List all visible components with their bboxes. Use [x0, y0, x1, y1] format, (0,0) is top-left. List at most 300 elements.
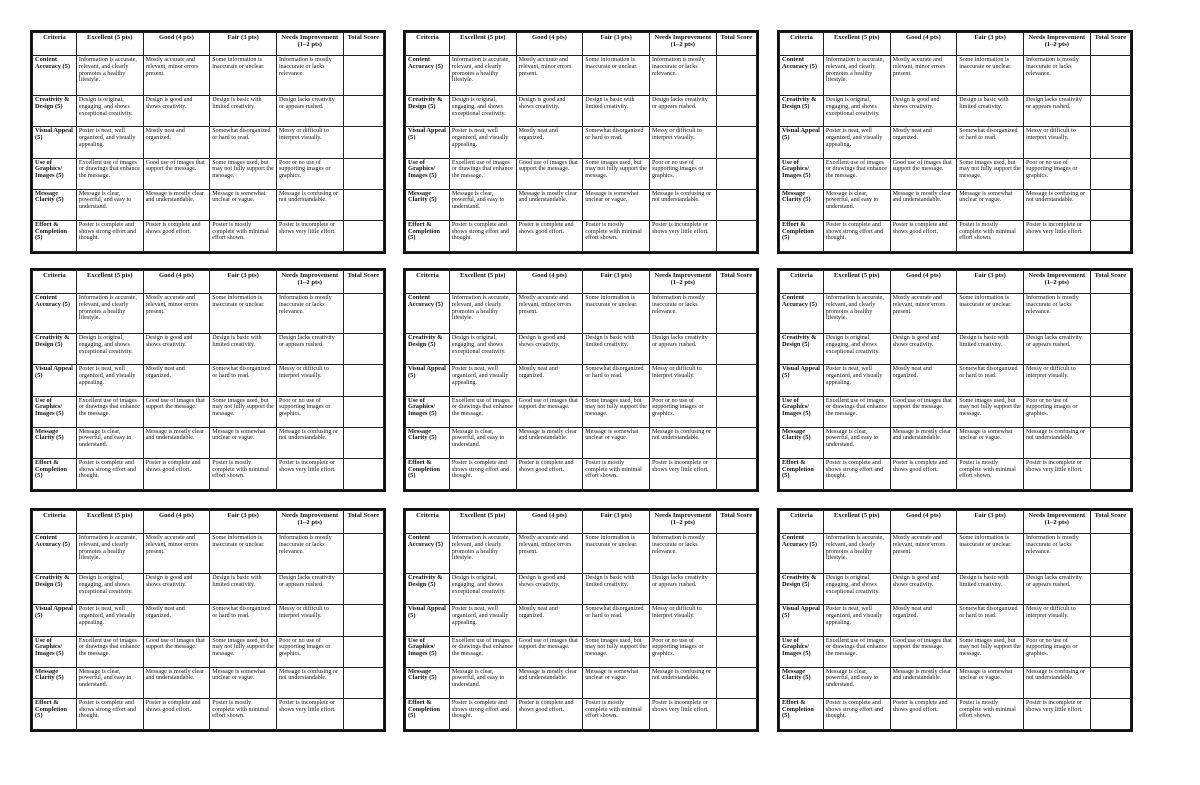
fair-cell: Message is somewhat unclear or vague.	[210, 667, 277, 698]
fair-cell: Some information is inaccurate or unclear.	[583, 294, 650, 334]
good-header: Good (4 pts)	[890, 33, 957, 56]
total-score-cell[interactable]	[1090, 220, 1130, 251]
fair-cell: Message is somewhat unclear or vague.	[583, 667, 650, 698]
excellent-cell: Design is original, engaging, and shows exceptional creativity.	[823, 96, 890, 127]
criteria-cell: Creativity & Design (5)	[780, 574, 824, 605]
table-row	[33, 667, 384, 698]
total-score-cell[interactable]	[1090, 96, 1130, 127]
good-cell: Design is good and shows creativity.	[890, 96, 957, 127]
table-row	[33, 158, 384, 189]
total-score-cell[interactable]	[1090, 334, 1130, 365]
excellent-cell: Excellent use of images or drawings that enhance the message.	[449, 158, 516, 189]
needs-improvement-cell: Poor or no use of supporting images or graphics.	[1023, 636, 1090, 667]
total-score-cell[interactable]	[1090, 189, 1130, 220]
fair-cell: Some images used, but may not fully support the message.	[957, 396, 1024, 427]
needs-improvement-cell: Poster is incomplete or shows very little effort.	[649, 458, 716, 489]
excellent-cell: Excellent use of images or drawings that enhance the message.	[823, 636, 890, 667]
table-row	[33, 698, 384, 729]
total-score-cell[interactable]	[716, 334, 756, 365]
good-cell: Poster is complete and shows good effort.	[143, 220, 210, 251]
excellent-cell: Poster is complete and shows strong effort and thought.	[449, 220, 516, 251]
needs-improvement-header: Needs Improvement (1–2 pts)	[276, 33, 343, 56]
fair-header: Fair (3 pts)	[957, 33, 1024, 56]
header-row	[406, 271, 757, 294]
total-score-header: Total Score	[1090, 511, 1130, 534]
total-score-cell[interactable]	[1090, 534, 1130, 574]
needs-improvement-cell: Design lacks creativity or appears rushed.	[649, 574, 716, 605]
total-score-cell[interactable]	[716, 189, 756, 220]
fair-cell: Message is somewhat unclear or vague.	[957, 189, 1024, 220]
table-row	[406, 605, 757, 636]
fair-cell: Poster is mostly complete with minimal effort shown.	[957, 698, 1024, 729]
good-cell: Poster is complete and shows good effort.	[516, 220, 583, 251]
good-header: Good (4 pts)	[890, 511, 957, 534]
total-score-cell[interactable]	[343, 127, 383, 158]
total-score-header: Total Score	[343, 33, 383, 56]
table-row	[780, 158, 1131, 189]
fair-cell: Somewhat disorganized or hard to read.	[957, 127, 1024, 158]
good-cell: Design is good and shows creativity.	[516, 334, 583, 365]
criteria-cell: Message Clarity (5)	[780, 667, 824, 698]
table-row	[406, 127, 757, 158]
needs-improvement-cell: Poster is incomplete or shows very little effort.	[276, 458, 343, 489]
excellent-cell: Excellent use of images or drawings that enhance the message.	[76, 158, 143, 189]
good-cell: Good use of images that support the message.	[516, 636, 583, 667]
table-row	[33, 605, 384, 636]
total-score-cell[interactable]	[716, 96, 756, 127]
total-score-cell[interactable]	[343, 396, 383, 427]
table-row	[406, 667, 757, 698]
criteria-cell: Creativity & Design (5)	[406, 574, 450, 605]
total-score-cell[interactable]	[716, 365, 756, 396]
needs-improvement-cell: Message is confusing or not understandable.	[649, 667, 716, 698]
header-row	[780, 271, 1131, 294]
fair-cell: Some information is inaccurate or unclear.	[210, 534, 277, 574]
fair-cell: Somewhat disorganized or hard to read.	[583, 605, 650, 636]
fair-cell: Some information is inaccurate or unclear.	[583, 534, 650, 574]
fair-cell: Some images used, but may not fully support the message.	[210, 636, 277, 667]
needs-improvement-cell: Design lacks creativity or appears rushed.	[1023, 574, 1090, 605]
total-score-cell[interactable]	[1090, 396, 1130, 427]
needs-improvement-cell: Design lacks creativity or appears rushed.	[649, 96, 716, 127]
total-score-cell[interactable]	[343, 96, 383, 127]
criteria-cell: Creativity & Design (5)	[406, 334, 450, 365]
needs-improvement-cell: Poor or no use of supporting images or graphics.	[1023, 396, 1090, 427]
total-score-cell[interactable]	[716, 127, 756, 158]
criteria-cell: Use of Graphics/ Images (5)	[406, 158, 450, 189]
criteria-cell: Visual Appeal (5)	[406, 127, 450, 158]
total-score-cell[interactable]	[1090, 458, 1130, 489]
good-cell: Message is mostly clear and understandable.	[890, 427, 957, 458]
good-cell: Good use of images that support the message.	[143, 636, 210, 667]
header-row	[780, 511, 1131, 534]
fair-cell: Some information is inaccurate or unclear.	[957, 294, 1024, 334]
table-row	[780, 427, 1131, 458]
table-row	[33, 56, 384, 96]
criteria-cell: Content Accuracy (5)	[406, 534, 450, 574]
total-score-cell[interactable]	[343, 427, 383, 458]
criteria-cell: Creativity & Design (5)	[406, 96, 450, 127]
fair-cell: Poster is mostly complete with minimal effort shown.	[583, 698, 650, 729]
fair-header: Fair (3 pts)	[957, 511, 1024, 534]
total-score-cell[interactable]	[343, 334, 383, 365]
fair-cell: Message is somewhat unclear or vague.	[210, 427, 277, 458]
table-row	[33, 127, 384, 158]
excellent-cell: Poster is neat, well organized, and visually appealing.	[76, 365, 143, 396]
needs-improvement-header: Needs Improvement (1–2 pts)	[1023, 271, 1090, 294]
total-score-cell[interactable]	[343, 534, 383, 574]
total-score-cell[interactable]	[1090, 158, 1130, 189]
needs-improvement-cell: Poster is incomplete or shows very little effort.	[276, 698, 343, 729]
excellent-cell: Design is original, engaging, and shows exceptional creativity.	[823, 574, 890, 605]
total-score-cell[interactable]	[1090, 574, 1130, 605]
excellent-header: Excellent (5 pts)	[823, 33, 890, 56]
table-row	[780, 220, 1131, 251]
good-cell: Mostly neat and organized.	[516, 605, 583, 636]
good-cell: Mostly accurate and relevant, minor errors present.	[143, 534, 210, 574]
total-score-cell[interactable]	[1090, 127, 1130, 158]
total-score-cell[interactable]	[1090, 427, 1130, 458]
excellent-cell: Design is original, engaging, and shows exceptional creativity.	[449, 96, 516, 127]
header-row	[33, 271, 384, 294]
header-row	[33, 33, 384, 56]
table-row	[780, 396, 1131, 427]
total-score-cell[interactable]	[1090, 294, 1130, 334]
header-row	[33, 511, 384, 534]
fair-cell: Somewhat disorganized or hard to read.	[957, 365, 1024, 396]
excellent-cell: Poster is neat, well organized, and visually appealing.	[823, 365, 890, 396]
needs-improvement-header: Needs Improvement (1–2 pts)	[1023, 33, 1090, 56]
good-cell: Mostly accurate and relevant, minor errors present.	[890, 294, 957, 334]
needs-improvement-cell: Information is mostly inaccurate or lacks relevance.	[1023, 294, 1090, 334]
criteria-cell: Use of Graphics/ Images (5)	[33, 636, 77, 667]
good-cell: Design is good and shows creativity.	[143, 334, 210, 365]
good-cell: Message is mostly clear and understandable.	[143, 189, 210, 220]
criteria-cell: Visual Appeal (5)	[780, 365, 824, 396]
criteria-header: Criteria	[406, 511, 450, 534]
good-cell: Good use of images that support the message.	[143, 396, 210, 427]
excellent-cell: Message is clear, powerful, and easy to understand.	[449, 667, 516, 698]
total-score-header: Total Score	[716, 511, 756, 534]
criteria-header: Criteria	[780, 271, 824, 294]
excellent-header: Excellent (5 pts)	[449, 511, 516, 534]
excellent-cell: Poster is neat, well organized, and visually appealing.	[449, 605, 516, 636]
criteria-cell: Visual Appeal (5)	[780, 127, 824, 158]
excellent-header: Excellent (5 pts)	[76, 511, 143, 534]
needs-improvement-cell: Message is confusing or not understandable.	[276, 189, 343, 220]
needs-improvement-cell: Message is confusing or not understandable.	[649, 427, 716, 458]
excellent-cell: Poster is neat, well organized, and visually appealing.	[449, 365, 516, 396]
total-score-cell[interactable]	[343, 365, 383, 396]
needs-improvement-cell: Design lacks creativity or appears rushed.	[276, 96, 343, 127]
good-cell: Mostly accurate and relevant, minor errors present.	[516, 294, 583, 334]
table-row	[33, 365, 384, 396]
total-score-cell[interactable]	[343, 574, 383, 605]
total-score-cell[interactable]	[716, 220, 756, 251]
criteria-cell: Creativity & Design (5)	[33, 96, 77, 127]
header-row	[406, 511, 757, 534]
excellent-cell: Excellent use of images or drawings that enhance the message.	[823, 396, 890, 427]
good-cell: Mostly neat and organized.	[516, 127, 583, 158]
total-score-cell[interactable]	[716, 56, 756, 96]
criteria-cell: Creativity & Design (5)	[33, 334, 77, 365]
total-score-cell[interactable]	[343, 294, 383, 334]
excellent-cell: Excellent use of images or drawings that enhance the message.	[76, 636, 143, 667]
excellent-cell: Excellent use of images or drawings that enhance the message.	[76, 396, 143, 427]
good-cell: Mostly neat and organized.	[890, 365, 957, 396]
fair-cell: Message is somewhat unclear or vague.	[583, 189, 650, 220]
table-row	[780, 698, 1131, 729]
good-cell: Poster is complete and shows good effort.	[890, 458, 957, 489]
criteria-cell: Content Accuracy (5)	[33, 56, 77, 96]
excellent-header: Excellent (5 pts)	[76, 271, 143, 294]
good-cell: Good use of images that support the message.	[890, 396, 957, 427]
total-score-cell[interactable]	[1090, 698, 1130, 729]
rubric-table	[403, 268, 759, 492]
total-score-cell[interactable]	[343, 667, 383, 698]
total-score-cell[interactable]	[343, 458, 383, 489]
criteria-cell: Message Clarity (5)	[406, 189, 450, 220]
total-score-cell[interactable]	[343, 698, 383, 729]
total-score-header: Total Score	[343, 511, 383, 534]
fair-cell: Some information is inaccurate or unclear.	[957, 56, 1024, 96]
criteria-cell: Content Accuracy (5)	[406, 56, 450, 96]
total-score-cell[interactable]	[716, 427, 756, 458]
table-row	[406, 427, 757, 458]
needs-improvement-cell: Information is mostly inaccurate or lacks relevance.	[276, 56, 343, 96]
good-cell: Mostly accurate and relevant, minor errors present.	[143, 56, 210, 96]
fair-cell: Poster is mostly complete with minimal effort shown.	[583, 458, 650, 489]
table-row	[780, 294, 1131, 334]
total-score-cell[interactable]	[716, 667, 756, 698]
rubric-table	[777, 508, 1133, 732]
total-score-cell[interactable]	[343, 158, 383, 189]
excellent-header: Excellent (5 pts)	[76, 33, 143, 56]
needs-improvement-cell: Design lacks creativity or appears rushed.	[1023, 96, 1090, 127]
criteria-cell: Visual Appeal (5)	[406, 605, 450, 636]
criteria-cell: Visual Appeal (5)	[33, 365, 77, 396]
table-row	[406, 574, 757, 605]
good-cell: Good use of images that support the message.	[890, 636, 957, 667]
total-score-cell[interactable]	[343, 220, 383, 251]
excellent-cell: Poster is complete and shows strong effort and thought.	[76, 698, 143, 729]
excellent-cell: Poster is neat, well organized, and visually appealing.	[823, 605, 890, 636]
table-row	[33, 427, 384, 458]
needs-improvement-cell: Messy or difficult to interpret visually.	[1023, 605, 1090, 636]
total-score-cell[interactable]	[716, 574, 756, 605]
needs-improvement-cell: Message is confusing or not understandable.	[276, 667, 343, 698]
total-score-cell[interactable]	[343, 189, 383, 220]
excellent-cell: Poster is complete and shows strong effort and thought.	[823, 698, 890, 729]
criteria-cell: Content Accuracy (5)	[33, 534, 77, 574]
excellent-cell: Poster is neat, well organized, and visually appealing.	[76, 605, 143, 636]
fair-cell: Some information is inaccurate or unclear.	[210, 56, 277, 96]
total-score-header: Total Score	[1090, 33, 1130, 56]
total-score-cell[interactable]	[716, 458, 756, 489]
criteria-cell: Use of Graphics/ Images (5)	[33, 396, 77, 427]
needs-improvement-cell: Poor or no use of supporting images or graphics.	[649, 636, 716, 667]
table-row	[406, 56, 757, 96]
fair-header: Fair (3 pts)	[583, 271, 650, 294]
criteria-header: Criteria	[780, 511, 824, 534]
criteria-cell: Effort & Completion (5)	[780, 220, 824, 251]
total-score-cell[interactable]	[1090, 667, 1130, 698]
table-row	[406, 334, 757, 365]
table-row	[406, 189, 757, 220]
criteria-cell: Effort & Completion (5)	[33, 220, 77, 251]
fair-cell: Some information is inaccurate or unclear.	[957, 534, 1024, 574]
total-score-cell[interactable]	[716, 698, 756, 729]
good-cell: Message is mostly clear and understandable.	[516, 667, 583, 698]
total-score-header: Total Score	[716, 33, 756, 56]
criteria-cell: Content Accuracy (5)	[780, 56, 824, 96]
needs-improvement-cell: Information is mostly inaccurate or lacks relevance.	[1023, 56, 1090, 96]
fair-cell: Poster is mostly complete with minimal effort shown.	[210, 458, 277, 489]
excellent-cell: Poster is complete and shows strong effort and thought.	[823, 220, 890, 251]
good-cell: Mostly neat and organized.	[516, 365, 583, 396]
criteria-cell: Creativity & Design (5)	[780, 96, 824, 127]
good-cell: Good use of images that support the message.	[143, 158, 210, 189]
good-cell: Mostly accurate and relevant, minor errors present.	[890, 534, 957, 574]
needs-improvement-cell: Message is confusing or not understandable.	[1023, 667, 1090, 698]
total-score-cell[interactable]	[716, 396, 756, 427]
needs-improvement-header: Needs Improvement (1–2 pts)	[1023, 511, 1090, 534]
needs-improvement-cell: Messy or difficult to interpret visually.	[649, 127, 716, 158]
fair-cell: Somewhat disorganized or hard to read.	[583, 127, 650, 158]
criteria-header: Criteria	[33, 271, 77, 294]
total-score-cell[interactable]	[1090, 636, 1130, 667]
fair-cell: Some images used, but may not fully support the message.	[957, 158, 1024, 189]
good-cell: Poster is complete and shows good effort.	[516, 698, 583, 729]
criteria-cell: Effort & Completion (5)	[780, 698, 824, 729]
excellent-cell: Poster is complete and shows strong effort and thought.	[76, 458, 143, 489]
fair-cell: Some information is inaccurate or unclear.	[583, 56, 650, 96]
good-cell: Mostly accurate and relevant, minor errors present.	[143, 294, 210, 334]
good-cell: Poster is complete and shows good effort.	[516, 458, 583, 489]
fair-header: Fair (3 pts)	[583, 511, 650, 534]
excellent-cell: Message is clear, powerful, and easy to understand.	[76, 427, 143, 458]
fair-header: Fair (3 pts)	[957, 271, 1024, 294]
total-score-cell[interactable]	[716, 605, 756, 636]
criteria-cell: Content Accuracy (5)	[780, 294, 824, 334]
needs-improvement-cell: Design lacks creativity or appears rushed.	[276, 574, 343, 605]
table-row	[780, 534, 1131, 574]
good-header: Good (4 pts)	[516, 511, 583, 534]
total-score-cell[interactable]	[343, 605, 383, 636]
table-row	[780, 365, 1131, 396]
excellent-cell: Poster is complete and shows strong effort and thought.	[76, 220, 143, 251]
rubric-table	[30, 30, 386, 254]
needs-improvement-header: Needs Improvement (1–2 pts)	[649, 271, 716, 294]
criteria-header: Criteria	[780, 33, 824, 56]
needs-improvement-cell: Poster is incomplete or shows very little effort.	[649, 698, 716, 729]
excellent-cell: Design is original, engaging, and shows exceptional creativity.	[449, 574, 516, 605]
good-cell: Message is mostly clear and understandable.	[516, 427, 583, 458]
good-cell: Message is mostly clear and understandable.	[890, 189, 957, 220]
table-row	[780, 334, 1131, 365]
rubric-table	[403, 30, 759, 254]
criteria-cell: Use of Graphics/ Images (5)	[780, 158, 824, 189]
total-score-cell[interactable]	[716, 636, 756, 667]
fair-cell: Poster is mostly complete with minimal effort shown.	[957, 458, 1024, 489]
fair-cell: Some images used, but may not fully support the message.	[210, 158, 277, 189]
excellent-cell: Message is clear, powerful, and easy to understand.	[823, 427, 890, 458]
needs-improvement-cell: Message is confusing or not understandable.	[276, 427, 343, 458]
criteria-cell: Effort & Completion (5)	[406, 220, 450, 251]
needs-improvement-cell: Poor or no use of supporting images or graphics.	[649, 396, 716, 427]
needs-improvement-header: Needs Improvement (1–2 pts)	[276, 511, 343, 534]
needs-improvement-cell: Messy or difficult to interpret visually.	[276, 127, 343, 158]
total-score-cell[interactable]	[716, 158, 756, 189]
fair-cell: Design is basic with limited creativity.	[957, 574, 1024, 605]
total-score-cell[interactable]	[343, 636, 383, 667]
good-cell: Mostly accurate and relevant, minor errors present.	[890, 56, 957, 96]
criteria-cell: Content Accuracy (5)	[780, 534, 824, 574]
criteria-cell: Creativity & Design (5)	[33, 574, 77, 605]
good-cell: Mostly accurate and relevant, minor errors present.	[516, 534, 583, 574]
table-row	[33, 334, 384, 365]
excellent-cell: Poster is neat, well organized, and visually appealing.	[76, 127, 143, 158]
good-header: Good (4 pts)	[516, 271, 583, 294]
total-score-header: Total Score	[343, 271, 383, 294]
total-score-cell[interactable]	[1090, 605, 1130, 636]
table-row	[780, 127, 1131, 158]
needs-improvement-header: Needs Improvement (1–2 pts)	[649, 33, 716, 56]
criteria-cell: Message Clarity (5)	[406, 667, 450, 698]
total-score-cell[interactable]	[1090, 365, 1130, 396]
good-cell: Good use of images that support the message.	[516, 158, 583, 189]
table-row	[406, 458, 757, 489]
table-row	[406, 636, 757, 667]
good-cell: Message is mostly clear and understandable.	[143, 667, 210, 698]
needs-improvement-header: Needs Improvement (1–2 pts)	[649, 511, 716, 534]
table-row	[33, 220, 384, 251]
excellent-cell: Poster is complete and shows strong effort and thought.	[449, 458, 516, 489]
fair-cell: Message is somewhat unclear or vague.	[210, 189, 277, 220]
fair-cell: Poster is mostly complete with minimal effort shown.	[210, 698, 277, 729]
total-score-cell[interactable]	[343, 56, 383, 96]
needs-improvement-cell: Messy or difficult to interpret visually.	[1023, 127, 1090, 158]
needs-improvement-cell: Messy or difficult to interpret visually.	[276, 605, 343, 636]
table-row	[780, 636, 1131, 667]
fair-cell: Some images used, but may not fully support the message.	[583, 158, 650, 189]
good-cell: Good use of images that support the message.	[890, 158, 957, 189]
total-score-cell[interactable]	[716, 294, 756, 334]
needs-improvement-cell: Poster is incomplete or shows very little effort.	[1023, 458, 1090, 489]
criteria-cell: Effort & Completion (5)	[406, 698, 450, 729]
total-score-cell[interactable]	[1090, 56, 1130, 96]
fair-cell: Some images used, but may not fully support the message.	[210, 396, 277, 427]
criteria-cell: Creativity & Design (5)	[780, 334, 824, 365]
table-row	[780, 667, 1131, 698]
fair-cell: Some images used, but may not fully support the message.	[583, 636, 650, 667]
fair-cell: Message is somewhat unclear or vague.	[957, 427, 1024, 458]
excellent-cell: Excellent use of images or drawings that enhance the message.	[449, 396, 516, 427]
needs-improvement-cell: Poor or no use of supporting images or graphics.	[649, 158, 716, 189]
fair-cell: Poster is mostly complete with minimal effort shown.	[210, 220, 277, 251]
fair-header: Fair (3 pts)	[583, 33, 650, 56]
needs-improvement-cell: Messy or difficult to interpret visually.	[649, 365, 716, 396]
criteria-header: Criteria	[33, 33, 77, 56]
excellent-cell: Poster is complete and shows strong effort and thought.	[823, 458, 890, 489]
good-cell: Design is good and shows creativity.	[143, 574, 210, 605]
excellent-cell: Information is accurate, relevant, and clearly promotes a healthy lifestyle.	[823, 56, 890, 96]
table-row	[406, 534, 757, 574]
excellent-cell: Excellent use of images or drawings that enhance the message.	[449, 636, 516, 667]
rubric-table	[403, 508, 759, 732]
total-score-cell[interactable]	[716, 534, 756, 574]
criteria-cell: Use of Graphics/ Images (5)	[406, 396, 450, 427]
